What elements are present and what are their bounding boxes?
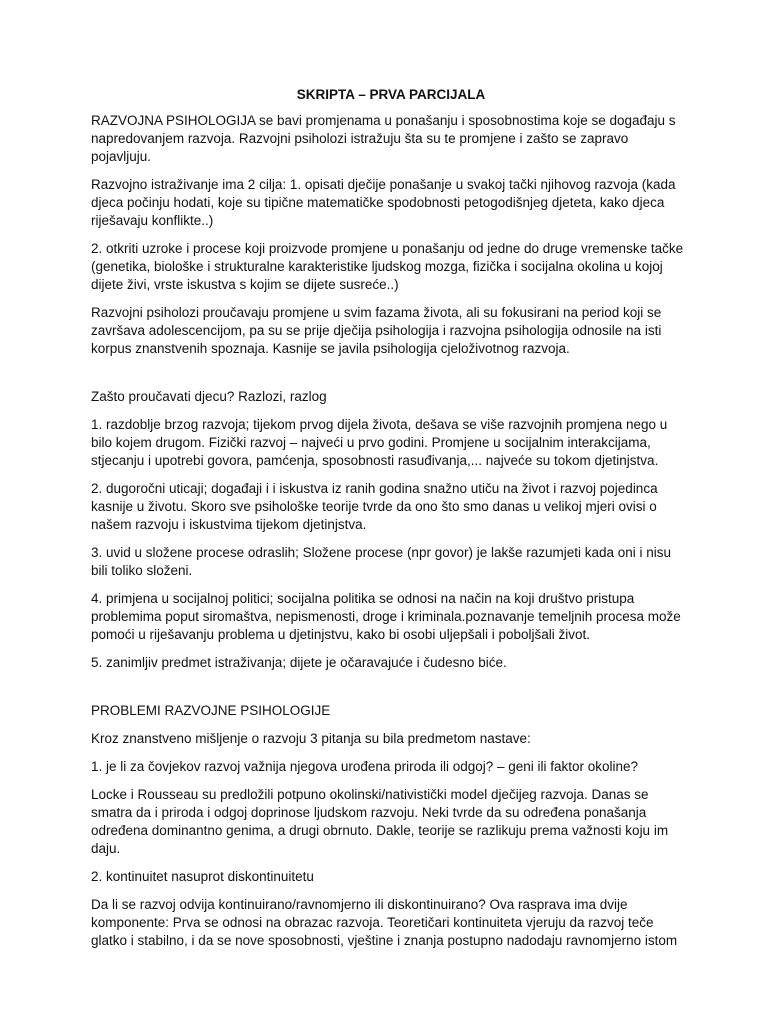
paragraph-continuity: Da li se razvoj odvija kontinuirano/ravnomjerno ili diskontinuirano? Ova rasprava ima dvije komponente: Prva se odnosi na obrazac razvoja. Teoretičari kontinuiteta vjeruju da razvoj teče glatko i stabilno, i da se nove sposobnosti, vještine i znanja postupno nadodaju ravnomjerno istom — [91, 897, 678, 948]
paragraph-locke-rousseau: Locke i Rousseau su predložili potpuno okolinski/nativistički model dječijeg razvoja. Danas se smatra da i priroda i odgoj doprinose ljudskom razvoju. Neki tvrde da su određena ponašanja određena dominantno genima, a drugi obrnuto. Dakle, teorije se razlikuju prema važnosti koju im daju. — [91, 787, 669, 856]
document-title: SKRIPTA – PRVA PARCIJALA — [296, 87, 486, 102]
reason-4: 4. primjena u socijalnoj politici; socijalna politika se odnosi na način na koji društvo pristupa problemima poput siromaštva, nepismenosti, droge i kriminala.poznavanje temeljnih procesa može pomoći u riješavanju problema u djetinjstvu, kako bi osobi uljepšali i poboljšali život. — [91, 591, 681, 642]
paragraph-intro: RAZVOJNA PSIHOLOGIJA se bavi promjenama u ponašanju i sposobnostima koje se događaju s napredovanjem razvoja. Razvojni psiholozi istražuju šta su te promjene i zašto se zapravo pojavljuju. — [91, 113, 676, 164]
section-heading-why-study: Zašto proučavati djecu? Razlozi, razlog — [91, 389, 327, 404]
reason-5: 5. zanimljiv predmet istraživanja; dijete je očaravajuće i čudesno biće. — [91, 655, 507, 670]
document-page — [91, 86, 691, 960]
reason-3: 3. uvid u složene procese odraslih; Složene procese (npr govor) je lakše razumjeti kada oni i nisu bili toliko složeni. — [91, 545, 672, 578]
section-heading-problems: PROBLEMI RAZVOJNE PSIHOLOGIJE — [91, 703, 331, 718]
paragraph-goal-2: 2. otkriti uzroke i procese koji proizvode promjene u ponašanju od jedne do druge vremenske tačke (genetika, biološke i strukturalne karakteristike ljudskog mozga, fizička i socijalna okolina u kojoj dijete živi, vrste iskustva s kojim se dijete susreće..) — [91, 241, 684, 292]
question-2: 2. kontinuitet nasuprot diskontinuitetu — [91, 869, 314, 884]
paragraph-three-questions: Kroz znanstveno mišljenje o razvoju 3 pitanja su bila predmetom nastave: — [91, 731, 531, 746]
paragraph-lifespan: Razvojni psiholozi proučavaju promjene u svim fazama života, ali su fokusirani na period koji se završava adolescencijom, pa su se prije dječija psihologija i razvojna psihologija odnosile na isti korpus znanstvenih spoznaja. Kasnije se javila psihologija cjeloživotnog razvoja. — [91, 305, 662, 356]
paragraph-goals: Razvojno istraživanje ima 2 cilja: 1. opisati dječije ponašanje u svakoj tački njihovog razvoja (kada djeca počinju hodati, koje su tipične matematičke spodobnosti petogodišnjeg djeteta, kako djeca riješavaju konflikte..) — [91, 177, 676, 228]
reason-2: 2. dugoročni uticaji; događaji i i iskustva iz ranih godina snažno utiču na život i razvoj pojedinca kasnije u životu. Skoro sve psihološke teorije tvrde da ono što smo danas u velikoj mjeri ovisi o našem razvoju i iskustvima tijekom djetinjstva. — [91, 481, 658, 532]
question-1: 1. je li za čovjekov razvoj važnija njegova urođena priroda ili odgoj? – geni ili faktor okoline? — [91, 759, 639, 774]
reason-1: 1. razdoblje brzog razvoja; tijekom prvog dijela života, dešava se više razvojnih promjena nego u bilo kojem drugom. Fizički razvoj – najveći u prvo godini. Promjene u socijalnim interakcijama, stjecanju i upotrebi govora, pamćenja, sposobnosti rasuđivanja,... najveće su tokom djetinjstva. — [91, 417, 668, 468]
